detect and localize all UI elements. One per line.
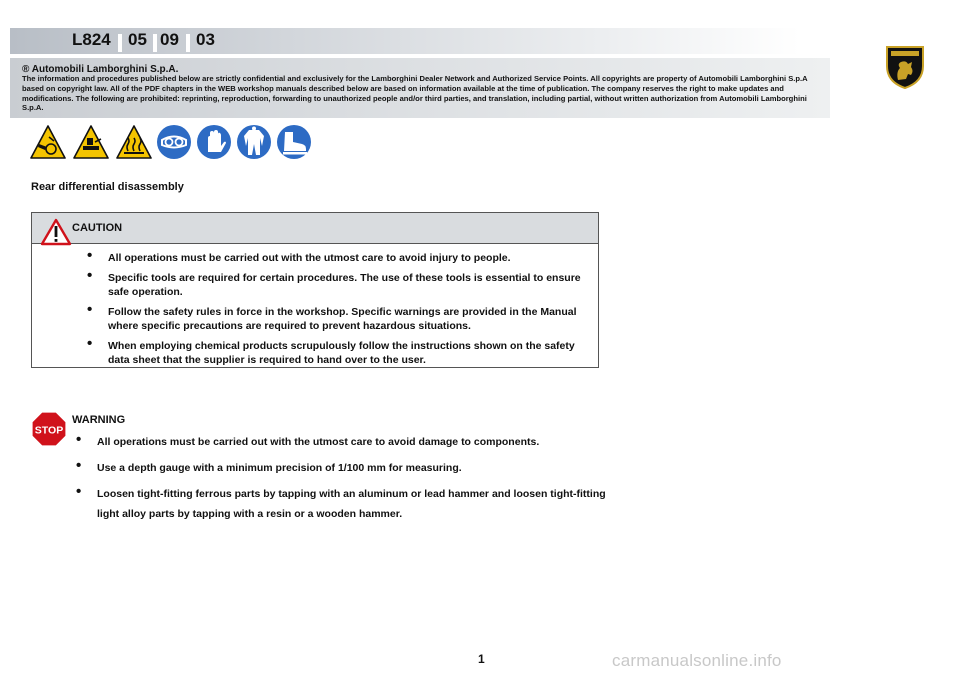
- stop-sign-text: STOP: [34, 424, 64, 437]
- caution-box: [31, 212, 599, 368]
- copyright-title: ® Automobili Lamborghini S.p.A.: [22, 64, 179, 75]
- watermark: carmanualsonline.info: [612, 651, 782, 670]
- safety-footwear-icon: [276, 124, 312, 160]
- copyright-notice: The information and procedures published below are strictly confidential and exclusively for the Lamborghini Dealer Network and Authorized Service Points. All copyrights are property of Automobili Lamborghini S.p.A based on copyright law. All of the PDF chapters in the WEB workshop manuals described below are based on information available at the time of publication. The company reserves the right to make updates and modifications. The following are prohibited: reprinting, reproduction, forwarding to unauthorized people and/or third parties, and translation, including partial, without written authorization from Automobili Lamborghini S.p.A.: [22, 74, 808, 113]
- caution-item: • All operations must be carried out with the utmost care to avoid injury to people.: [87, 247, 511, 264]
- document-code-band: [10, 28, 800, 54]
- bullet: •: [87, 247, 93, 264]
- protective-gloves-icon: [196, 124, 232, 160]
- bullet: •: [76, 457, 82, 474]
- subgroup-code: 09: [160, 30, 179, 49]
- bullet: •: [87, 335, 93, 352]
- model-code: L824: [72, 30, 111, 49]
- caution-item: • When employing chemical products scrupulously follow the instructions shown on the safety data sheet that the supplier is required to hand over to the user.: [87, 335, 575, 366]
- warning-item: • Use a depth gauge with a minimum precision of 1/100 mm for measuring.: [76, 457, 462, 474]
- warning-label: WARNING: [72, 414, 126, 426]
- page-number: 1: [478, 652, 485, 666]
- crush-hazard-warning-icon: [73, 124, 109, 160]
- section-code: 03: [196, 30, 215, 49]
- caution-item: • Follow the safety rules in force in the workshop. Specific warnings are provided in the Manual where specific precautions are required to prevent hazardous situations.: [87, 301, 577, 332]
- caution-list: [87, 247, 597, 373]
- caution-item: • Specific tools are required for certain procedures. The use of these tools is essential to ensure safe operation.: [87, 267, 581, 298]
- bullet: •: [87, 301, 93, 318]
- warning-item: • Loosen tight-fitting ferrous parts by tapping with an aluminum or lead hammer and loosen tight-fitting light alloy parts by tapping with a resin or a wooden hammer.: [76, 483, 606, 520]
- group-code: 05: [128, 30, 147, 49]
- warning-item: • All operations must be carried out with the utmost care to avoid damage to components.: [76, 431, 540, 448]
- caution-triangle-icon: [40, 218, 72, 246]
- bullet: •: [87, 267, 93, 284]
- code-separator: [153, 34, 157, 52]
- hand-entanglement-warning-icon: [30, 124, 66, 160]
- code-separator: [118, 34, 122, 52]
- code-separator: [186, 34, 190, 52]
- caution-header: [32, 213, 598, 244]
- caution-label: CAUTION: [72, 222, 123, 234]
- section-title: Rear differential disassembly: [31, 181, 184, 193]
- bullet: •: [76, 483, 82, 500]
- hot-surface-warning-icon: [116, 124, 152, 160]
- bullet: •: [76, 431, 82, 448]
- protective-coveralls-icon: [236, 124, 272, 160]
- stop-sign-icon: [31, 411, 67, 447]
- lamborghini-shield-logo-icon: [884, 44, 926, 90]
- eye-protection-icon: [156, 124, 192, 160]
- warning-list: [76, 432, 606, 530]
